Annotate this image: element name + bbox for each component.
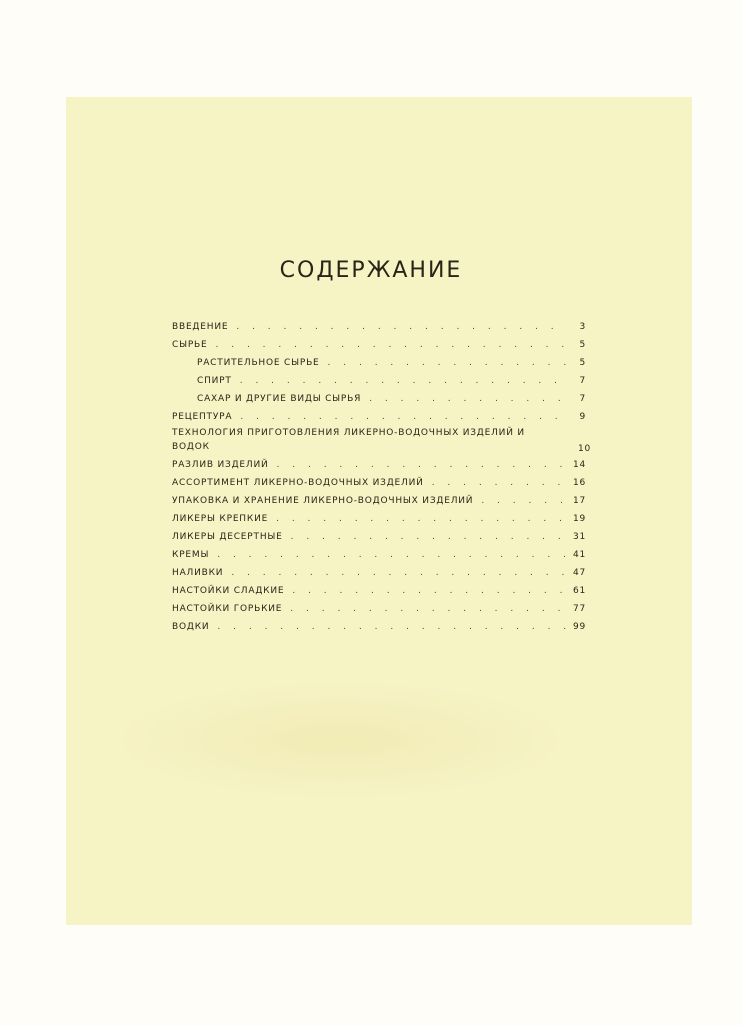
dot-leader	[290, 600, 566, 618]
toc-entry-bottling[interactable]	[172, 456, 586, 474]
page-title: СОДЕРЖАНИЕ	[279, 258, 463, 283]
toc-page-number: 61	[572, 586, 586, 596]
toc-page-number: 14	[572, 460, 586, 470]
dot-leader	[216, 336, 566, 354]
dot-leader	[277, 456, 566, 474]
toc-page-number: 47	[572, 568, 586, 578]
toc-page-number: 19	[572, 514, 586, 524]
bleed-through-shadow	[110, 680, 570, 800]
toc-entry-label: ВОДКИ	[172, 622, 210, 632]
toc-entry-sweet-tinctures[interactable]	[172, 582, 586, 600]
toc-page-number: 10	[577, 444, 591, 454]
toc-entry-label: РЕЦЕПТУРА	[172, 412, 233, 422]
toc-entry-label: СПИРТ	[197, 376, 232, 386]
toc-entry-label: РАСТИТЕЛЬНОЕ СЫРЬЕ	[197, 358, 320, 368]
toc-entry-dessert-liqueurs[interactable]	[172, 528, 586, 546]
toc-entry-label: РАЗЛИВ ИЗДЕЛИЙ	[172, 460, 269, 470]
toc-entry-label: АССОРТИМЕНТ ЛИКЕРНО-ВОДОЧНЫХ ИЗДЕЛИЙ	[172, 478, 424, 488]
toc-entry-assortment[interactable]	[172, 474, 586, 492]
toc-entry-plant-raw-materials[interactable]	[172, 354, 586, 372]
toc-entry-label: НАСТОЙКИ ГОРЬКИЕ	[172, 604, 283, 614]
dot-leader	[236, 318, 566, 336]
dot-leader	[291, 528, 566, 546]
toc-page-number: 5	[579, 340, 586, 350]
toc-entry-strong-liqueurs[interactable]	[172, 510, 586, 528]
dot-leader	[481, 492, 566, 510]
toc-entry-label: ЛИКЕРЫ КРЕПКИЕ	[172, 514, 269, 524]
toc-page-number: 9	[579, 412, 586, 422]
toc-entry-label: СЫРЬЕ	[172, 340, 208, 350]
dot-leader	[240, 372, 566, 390]
dot-leader	[292, 582, 566, 600]
toc-entry-label: КРЕМЫ	[172, 550, 210, 560]
toc-entry-creams[interactable]	[172, 546, 586, 564]
toc-page-number: 7	[579, 376, 586, 386]
toc-page-number: 5	[579, 358, 586, 368]
toc-entry-label: НАЛИВКИ	[172, 568, 224, 578]
toc-entry-label: ВВЕДЕНИЕ	[172, 322, 229, 332]
toc-entry-recipes[interactable]	[172, 408, 586, 426]
toc-entry-label: ЛИКЕРЫ ДЕСЕРТНЫЕ	[172, 532, 283, 542]
dot-leader	[217, 546, 566, 564]
toc-entry-label: УПАКОВКА И ХРАНЕНИЕ ЛИКЕРНО-ВОДОЧНЫХ ИЗДЕЛИЙ	[172, 496, 474, 506]
toc-page-number: 17	[572, 496, 586, 506]
toc-entry-label: ТЕХНОЛОГИЯ ПРИГОТОВЛЕНИЯ ЛИКЕРНО-ВОДОЧНЫХ ИЗДЕЛИЙ И ВОДОК	[172, 428, 525, 452]
toc-entry-sugar-and-other[interactable]	[172, 390, 586, 408]
dot-leader	[328, 354, 566, 372]
dot-leader	[217, 618, 566, 636]
toc-entry-vodkas[interactable]	[172, 618, 586, 636]
dot-leader	[240, 408, 566, 426]
toc-entry-label: НАСТОЙКИ СЛАДКИЕ	[172, 586, 285, 596]
dot-leader	[276, 510, 566, 528]
toc-page-number: 41	[572, 550, 586, 560]
toc-page-number: 31	[572, 532, 586, 542]
toc-page-number: 99	[572, 622, 586, 632]
toc-entry-spirit[interactable]	[172, 372, 586, 390]
toc-entry-bitter-tinctures[interactable]	[172, 600, 586, 618]
toc-entry-nalivki[interactable]	[172, 564, 586, 582]
dot-leader	[432, 474, 566, 492]
toc-entry-introduction[interactable]	[172, 318, 586, 336]
toc-entry-technology[interactable]	[172, 426, 591, 456]
table-of-contents	[172, 318, 591, 636]
dot-leader	[369, 390, 566, 408]
toc-entry-packaging[interactable]	[172, 492, 586, 510]
dot-leader	[231, 564, 566, 582]
toc-entry-label: САХАР И ДРУГИЕ ВИДЫ СЫРЬЯ	[197, 394, 362, 404]
toc-page-number: 77	[572, 604, 586, 614]
toc-page-number: 7	[579, 394, 586, 404]
toc-page-number: 3	[579, 322, 586, 332]
toc-entry-raw-materials[interactable]	[172, 336, 586, 354]
toc-page-number: 16	[572, 478, 586, 488]
